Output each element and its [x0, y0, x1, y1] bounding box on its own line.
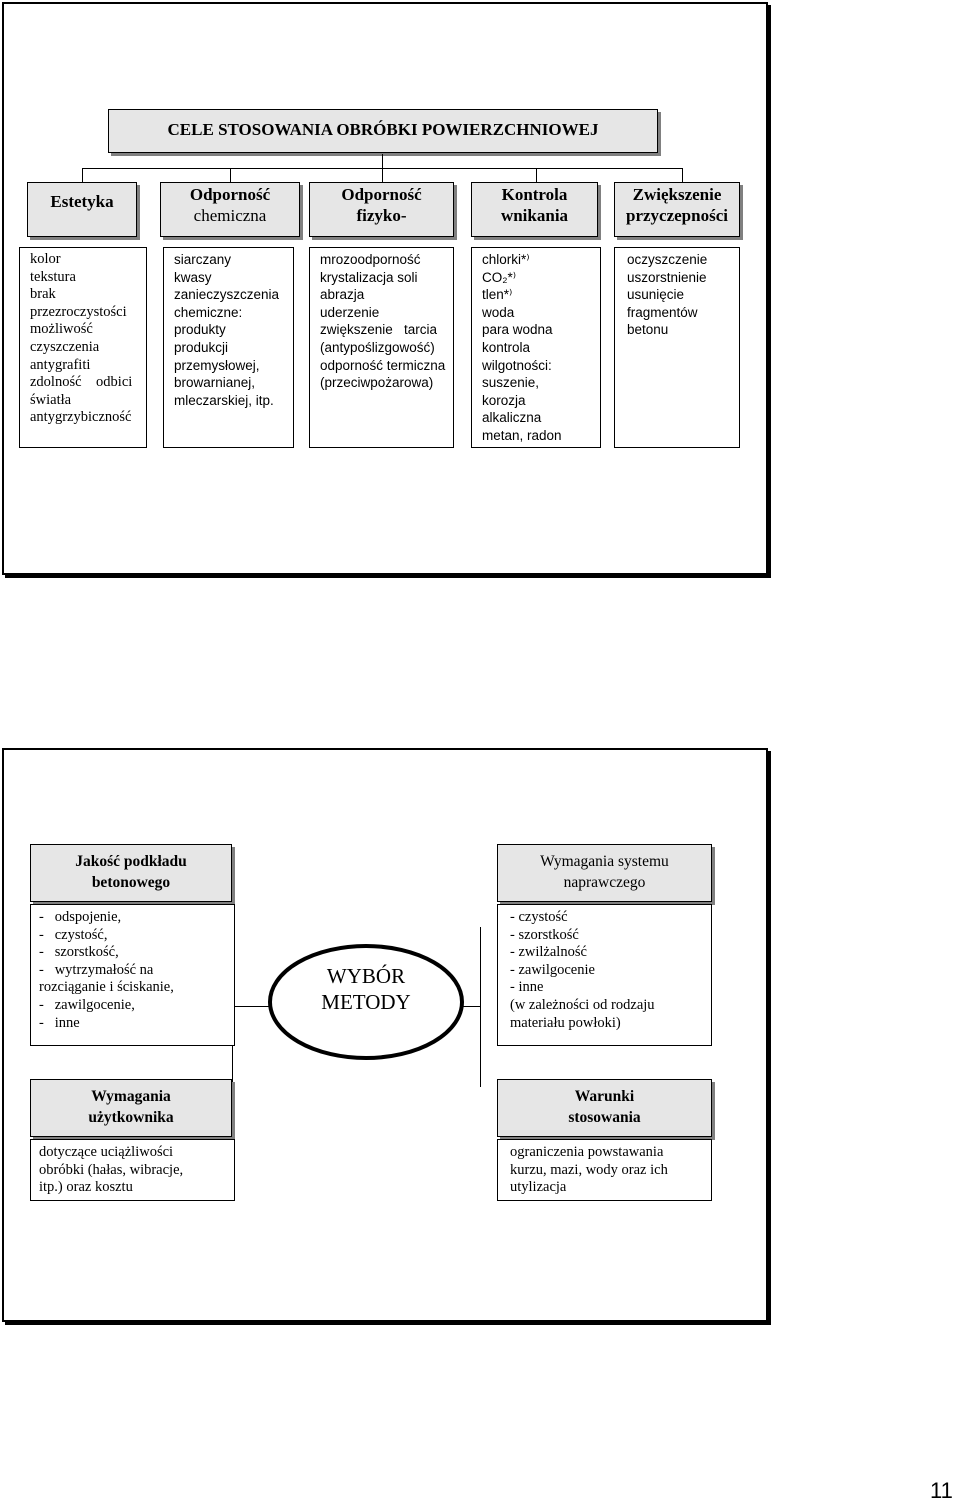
list-item: korozja — [482, 392, 526, 408]
list-item: - czystość, — [39, 926, 108, 943]
quality-list — [39, 909, 234, 1032]
odpornosc-chemiczna-list — [174, 251, 293, 409]
col5-connector — [682, 168, 683, 183]
list-item: rozciąganie i ściskanie, — [39, 979, 174, 996]
list-item: abrazja — [320, 287, 365, 303]
list-item: ograniczenia powstawania — [510, 1144, 664, 1160]
list-item: chemiczne: — [174, 304, 243, 320]
list-item: chlorki*⁾ — [482, 252, 530, 267]
list-item: dotyczące uciążliwości — [39, 1144, 174, 1160]
list-item: produkty — [174, 322, 226, 338]
diagram-title: CELE STOSOWANIA OBRÓBKI POWIERZCHNIOWEJ — [167, 120, 599, 139]
list-item: tekstura — [30, 268, 76, 285]
list-item: antygrafiti — [30, 356, 91, 373]
list-item: - zawilgocenie — [510, 961, 595, 978]
list-item: betonu — [627, 322, 669, 338]
col3-connector — [382, 168, 383, 183]
list-item: (w zależności od rodzaju — [510, 996, 655, 1013]
list-item: - zwilżalność — [510, 944, 587, 961]
list-item: wilgotności: — [482, 357, 552, 373]
kontrola-wnikania-list — [482, 251, 600, 445]
page-number: 11 — [930, 1478, 953, 1503]
col-body-kontrola-wnikania — [471, 247, 601, 448]
list-item: usunięcie — [627, 287, 685, 303]
list-item: kurzu, mazi, wody oraz ich — [510, 1161, 668, 1178]
col-header-zwiekszenie-przyczepnosci: Zwiększenie przyczepności — [614, 182, 740, 237]
list-item: para wodna — [482, 322, 553, 338]
diagram-title-box — [108, 109, 658, 153]
col-header-odpornosc-fizyko: Odporność fizyko- — [309, 182, 454, 237]
list-item: (przeciwpożarowa) — [320, 375, 434, 391]
system-body — [497, 904, 712, 1046]
list-item: zanieczyszczenia — [174, 287, 280, 303]
list-item: zdolność odbici — [30, 374, 133, 391]
list-item: - szorstkość — [510, 926, 579, 943]
col-header-odpornosc-chemiczna: Odporność chemiczna — [160, 182, 300, 237]
col-body-estetyka — [19, 247, 147, 448]
list-item: możliwość — [30, 321, 93, 338]
list-item: obróbki (hałas, wibracje, — [39, 1161, 184, 1178]
list-item: mleczarskiej, itp. — [174, 392, 274, 408]
list-item: itp.) oraz kosztu — [39, 1179, 133, 1196]
list-item: tlen*⁾ — [482, 287, 513, 303]
list-item: mrozoodporność — [320, 252, 421, 267]
quality-body — [30, 904, 235, 1046]
list-item: browarnianej, — [174, 375, 256, 391]
odpornosc-fizyko-list — [320, 251, 453, 392]
list-item: uderzenie — [320, 304, 380, 320]
list-item: brak — [30, 286, 56, 303]
system-header: Wymagania systemu naprawczego — [497, 844, 712, 902]
list-item: - zawilgocenie, — [39, 996, 135, 1013]
user-list — [39, 1144, 234, 1197]
list-item: krystalizacja soli — [320, 269, 418, 285]
list-item: odporność termiczna — [320, 357, 446, 373]
list-item: metan, radon — [482, 427, 562, 443]
list-item: suszenie, — [482, 375, 540, 391]
list-item: - czystość — [510, 909, 568, 925]
zwiekszenie-przyczepnosci-list — [627, 251, 739, 339]
conditions-list — [510, 1144, 711, 1197]
col-body-zwiekszenie-przyczepnosci — [614, 247, 740, 448]
quality-header: Jakość podkładu betonowego — [30, 844, 232, 902]
list-item: oczyszczenie — [627, 252, 708, 267]
col-header-estetyka: Estetyka — [27, 182, 137, 237]
system-connector-vertical — [480, 927, 481, 1087]
list-item: utylizacja — [510, 1179, 567, 1196]
list-item: - wytrzymałość na — [39, 961, 154, 978]
col-body-odpornosc-fizyko — [309, 247, 454, 448]
list-item: przezroczystości — [30, 303, 127, 320]
list-item: - inne — [39, 1014, 80, 1031]
list-item: zwiększenie tarcia — [320, 322, 438, 338]
list-item: uszorstnienie — [627, 269, 707, 285]
conditions-body — [497, 1139, 712, 1201]
list-item: czyszczenia — [30, 338, 100, 355]
list-item: siarczany — [174, 252, 232, 267]
center-label: WYBÓR METODY — [321, 964, 411, 1014]
user-header: Wymagania użytkownika — [30, 1079, 232, 1137]
list-item: kwasy — [174, 269, 212, 285]
list-item: produkcji — [174, 339, 229, 355]
col-body-odpornosc-chemiczna — [163, 247, 294, 448]
list-item: alkaliczna — [482, 410, 542, 426]
system-list — [510, 909, 711, 1032]
col-header-kontrola-wnikania: Kontrola wnikania — [471, 182, 598, 237]
list-item: woda — [482, 304, 515, 320]
col4-connector — [536, 168, 537, 183]
list-item: światła — [30, 391, 72, 408]
title-connector-vertical — [382, 154, 383, 169]
list-item: kolor — [30, 251, 61, 267]
conditions-header: Warunki stosowania — [497, 1079, 712, 1137]
list-item: CO₂*⁾ — [482, 269, 517, 285]
list-item: - szorstkość, — [39, 944, 119, 961]
list-item: kontrola — [482, 339, 531, 355]
list-item: - inne — [510, 979, 544, 996]
estetyka-list — [30, 251, 146, 427]
col1-connector — [82, 168, 83, 183]
list-item: (antypoślizgowość) — [320, 339, 435, 355]
list-item: przemysłowej, — [174, 357, 260, 373]
user-body — [30, 1139, 235, 1201]
list-item: materiału powłoki) — [510, 1014, 621, 1031]
list-item: - odspojenie, — [39, 909, 122, 925]
list-item: antygrzybiczność — [30, 409, 132, 426]
list-item: fragmentów — [627, 304, 698, 320]
col2-connector — [230, 168, 231, 183]
